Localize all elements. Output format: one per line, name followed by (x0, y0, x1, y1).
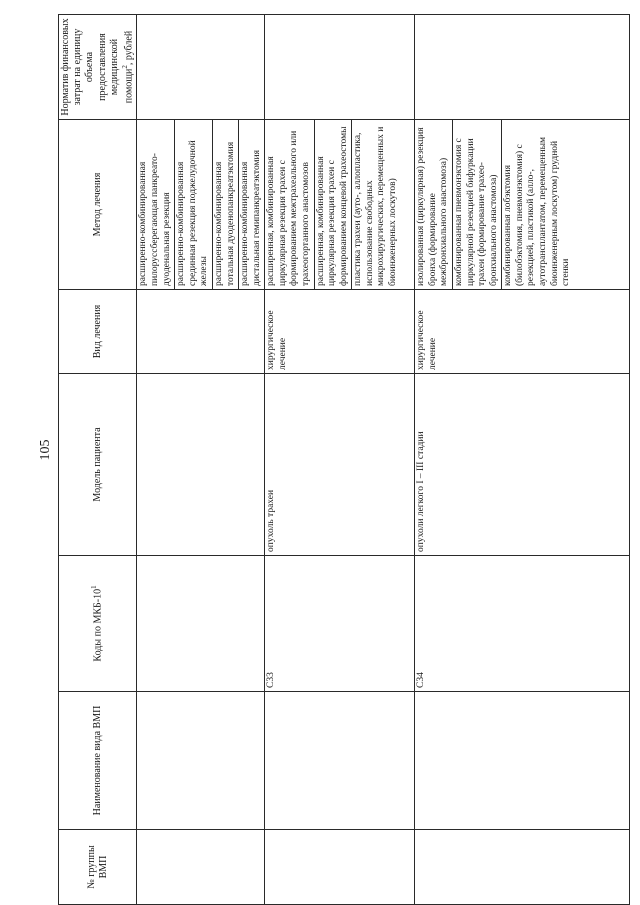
method-item: расширенно-комбинированная дистальная гемипанкреатэктомия (240, 150, 262, 286)
header-norm (59, 15, 137, 120)
method-item: изолированная (циркулярная) резекция бронха (формирование межбронхиального анастомоза) (415, 120, 453, 289)
header-model: Модель пациента (59, 374, 137, 556)
method-item: расширенная, комбинированная циркулярная резекция трахеи с формированием концевой трахеостомы (315, 120, 353, 289)
cell-type (137, 290, 265, 374)
method-item: расширенно-комбинированная тотальная дуоденопанкреатэктомия (213, 120, 239, 289)
method-item: расширенная, комбинированная циркулярная резекция трахеи с формированием межтрахеального или трахеогортанного анастомозов (265, 120, 314, 289)
cell-type: хирургическое лечение (265, 290, 415, 374)
cell-model: опухоли легкого I – III стадии (415, 374, 630, 556)
header-group: № группы ВМП (59, 830, 137, 905)
method-item: комбинированная лобэктомия (билобэктомия, пневмонэктомия) с резекцией, пластикой (алло-, аутотрансплантатом, перемещенным биоинженерным лоскутом) грудной стенки (503, 137, 572, 286)
cell-methods (137, 120, 265, 290)
header-codes-sup: 1 (90, 585, 99, 589)
method-item: комбинированная пневмонэктомия с циркулярной резекцией бифуркации трахеи (формирование трахео-бронхиального анастомоза) (453, 120, 502, 289)
page-number: 105 (38, 439, 53, 461)
cell-group (137, 830, 265, 905)
cell-code: C33 (265, 556, 415, 692)
cell-model (137, 374, 265, 556)
method-item: пластика трахеи (ауто-, аллопластика, использование свободных микрохирургических, перемещенных и биоинженерных лоскутов) (353, 126, 399, 286)
cell-methods (415, 120, 630, 290)
table-row (265, 15, 415, 905)
header-norm-text: Норматив финансовых затрат на единицу объема предоставления медицинской помощи (60, 18, 135, 116)
cell-norm (265, 15, 415, 120)
header-method: Метод лечения (59, 120, 137, 290)
header-norm-tail: , рублей (123, 30, 135, 66)
document-sheet (58, 15, 630, 905)
table-row (415, 15, 630, 905)
cell-code (137, 556, 265, 692)
cell-group (415, 830, 630, 905)
cell-name (415, 692, 630, 830)
cell-name (137, 692, 265, 830)
cell-group (265, 830, 415, 905)
cell-methods (265, 120, 415, 290)
cell-model: опухоль трахеи (265, 374, 415, 556)
cell-code: C34 (415, 556, 630, 692)
header-norm-sup: 2 (120, 65, 129, 69)
header-name: Наименование вида ВМП (59, 692, 137, 830)
cell-norm (137, 15, 265, 120)
cell-type: хирургическое лечение (415, 290, 630, 374)
header-type: Вид лечения (59, 290, 137, 374)
vmp-table (58, 14, 630, 905)
header-codes (59, 556, 137, 692)
cell-norm (415, 15, 630, 120)
cell-name (265, 692, 415, 830)
table-row (137, 15, 265, 905)
header-row (59, 15, 137, 905)
method-item: расширенно-комбинированная срединная резекция поджелудочной железы (175, 120, 213, 289)
method-item: расширенно-комбинированная пилоруссберегающая панкреато-дуоденальная резекция (137, 120, 175, 289)
header-codes-text: Коды по МКБ-10 (92, 588, 104, 662)
